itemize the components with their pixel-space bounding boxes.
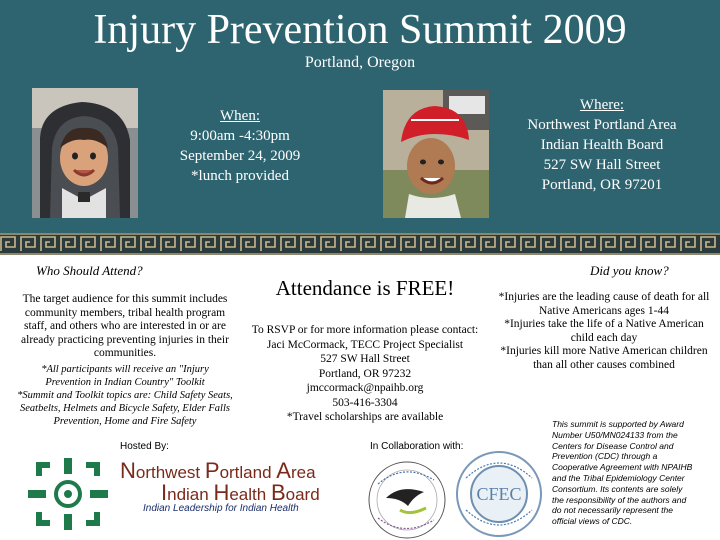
decorative-border <box>0 233 720 255</box>
page-title: Injury Prevention Summit 2009 <box>93 7 627 53</box>
contact-address-1: 527 SW Hall Street <box>320 353 410 365</box>
contact-phone: 503-416-3304 <box>332 396 398 409</box>
fact-1: *Injuries are the leading cause of death for all Native Americans ages 1-44 <box>498 291 710 317</box>
rsvp-text: To RSVP or for more information please contact: <box>251 324 479 336</box>
where-line-1: Northwest Portland Area <box>527 117 677 133</box>
helmet-child-photo <box>383 90 489 218</box>
tribal-epi-center-seal-icon <box>364 458 450 540</box>
cfec-seal-label: CFEC <box>476 484 522 504</box>
who-heading: Who Should Attend? <box>36 263 143 278</box>
contact-email[interactable]: jmccormack@npaihb.org <box>306 382 424 394</box>
travel-note: *Travel scholarships are available <box>286 411 444 423</box>
npaihb-name-line-1: Northwest Portland Area <box>120 458 316 483</box>
toolkit-note: *All participants will receive an "Injury Prevention in Indian Country" Toolkit <box>41 364 209 388</box>
where-heading: Where: <box>579 97 625 113</box>
did-you-know-heading: Did you know? <box>590 263 669 278</box>
contact-block <box>240 323 490 425</box>
npaihb-logo-icon <box>22 452 114 536</box>
when-time: 9:00am -4:30pm <box>190 128 290 144</box>
hosted-by-label: Hosted By: <box>120 441 169 452</box>
funding-disclaimer: This summit is supported by Award Number U50/MN024133 from the Centers for Disease Control and Prevention (CDC) through a Cooperative Agreement with NPAIHB and the Tribal Epidemiology Center Consortium. Its contents are solely the responsibility of the authors and do not necessarily represent the official views of CDC. <box>552 419 693 527</box>
fact-3: *Injuries kill more Native American children than all other causes combined <box>500 345 708 371</box>
fact-2: *Injuries take the life of a Native American child each day <box>504 318 704 344</box>
contact-name: Jaci McCormack, TECC Project Specialist <box>266 338 464 351</box>
where-line-3: 527 SW Hall Street <box>543 157 661 173</box>
contact-address-2: Portland, OR 97232 <box>318 367 412 380</box>
cfec-seal <box>452 448 546 540</box>
when-date: September 24, 2009 <box>179 148 301 164</box>
facts-block <box>496 291 712 372</box>
where-line-2: Indian Health Board <box>540 137 664 153</box>
npaihb-tagline: Indian Leadership for Indian Health <box>143 503 299 514</box>
npaihb-name-line-2: Indian Health Board <box>161 480 320 505</box>
attendance-free-headline: Attendance is FREE! <box>275 276 455 300</box>
when-note: *lunch provided <box>191 168 289 184</box>
where-block <box>498 95 706 195</box>
page-subtitle: Portland, Oregon <box>304 54 416 71</box>
baby-photo <box>32 88 138 218</box>
topics-note: *Summit and Toolkit topics are: Child Safety Seats, Seatbelts, Helmets and Bicycle Safety, Elder Falls Prevention, Home and Fire Safety <box>17 390 233 427</box>
when-heading: When: <box>220 108 260 124</box>
when-block <box>160 106 320 186</box>
where-line-4: Portland, OR 97201 <box>541 177 663 193</box>
who-body: The target audience for this summit includes community members, tribal health program staff, and others who are interested in or are already practicing preventing injuries in their communities. <box>21 293 229 359</box>
collaboration-label: In Collaboration with: <box>370 441 464 452</box>
